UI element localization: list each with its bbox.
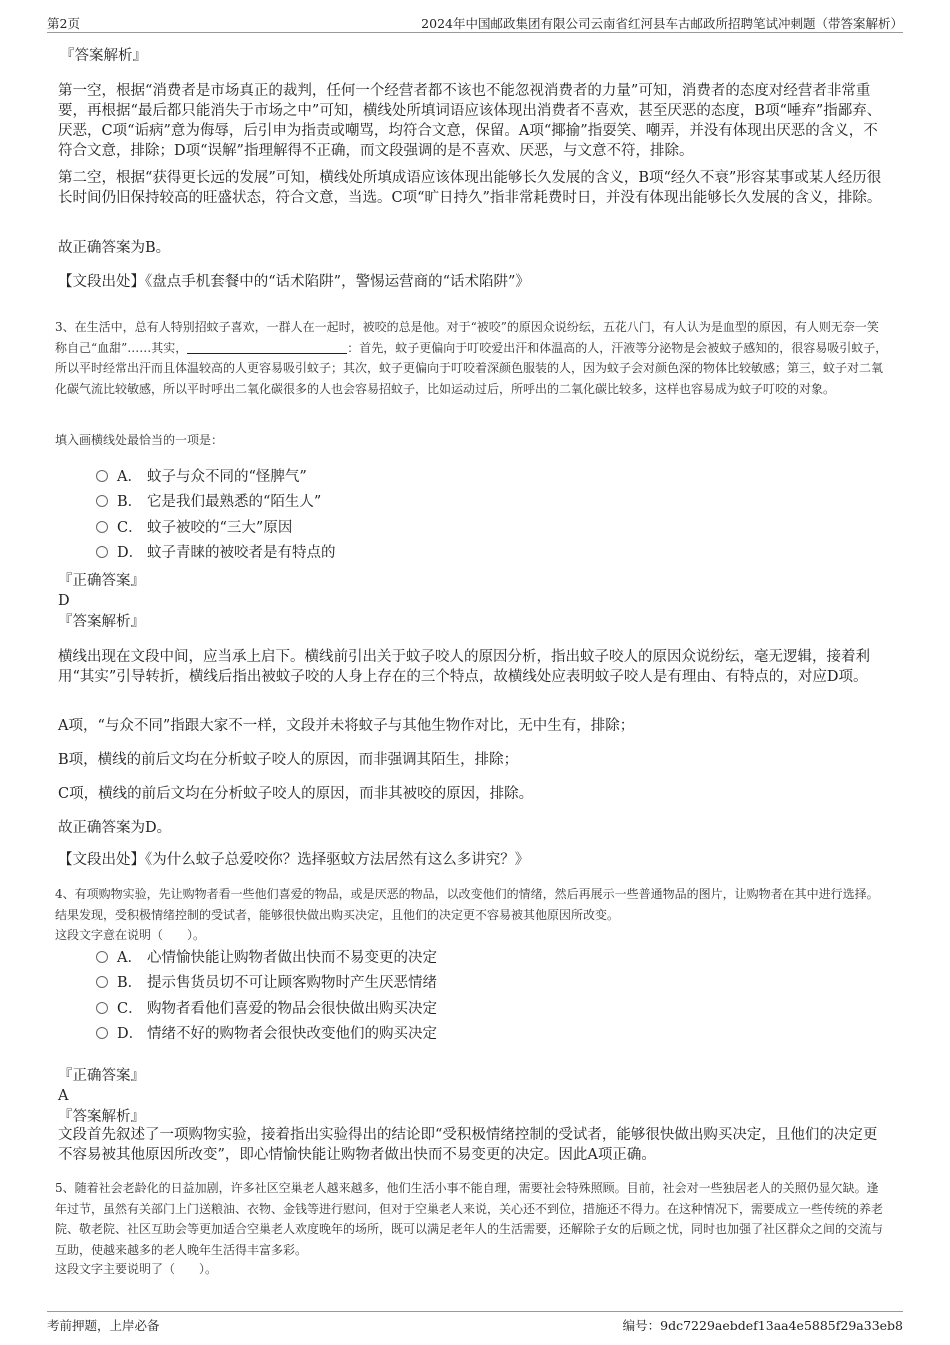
q3-option-c[interactable]: C． 蚊子被咬的“三大”原因 — [96, 518, 292, 538]
q3-analysis: 横线出现在文段中间，应当承上启下。横线前引出关于蚊子咬人的原因分析，指出蚊子咬人的原因众说纷纭，毫无逻辑，接着利用“其实”引导转折，横线后指出被蚊子咬的人身上存在的三个特点，故横线处应表明蚊子咬人是有理由、有特点的，对应D项。 — [58, 649, 870, 685]
radio-icon[interactable] — [96, 1002, 108, 1014]
q2-source: 【文段出处】《盘点手机套餐中的“话术陷阱”，警惕运营商的“话术陷阱”》 — [58, 274, 530, 290]
q4-question: 这段文字意在说明（ ）。 — [55, 928, 206, 942]
q3-analysis-label: 『答案解析』 — [58, 614, 145, 630]
q2-conclusion: 故正确答案为B。 — [58, 240, 171, 256]
document-id: 编号：9dc7229aebdef13aa4e5885f29a33eb8 — [622, 1318, 903, 1333]
q3-stem-a: 3、在生活中，总有人特别招蚊子喜欢，一群人在一起时，被咬的总是他。对于“被咬”的原因众说纷纭，五花八门，有人认为是血型的原因，有人则无奈一笑称自己“血甜”……其实， — [55, 320, 879, 355]
q4-option-c[interactable]: C． 购物者看他们喜爱的物品会很快做出购买决定 — [96, 999, 437, 1019]
q5-stem: 5、随着社会老龄化的日益加剧，许多社区空巢老人越来越多，他们生活小事不能自理，需要社会特殊照顾。目前，社会对一些独居老人的关照仍显欠缺。逢年过节，虽然有关部门上门送粮油、衣物、金钱等进行慰问，但对于空巢老人来说，关心还不到位，措施还不得力。在这种情况下，需要成立一些传统的养老院、敬老院、社区互助会等更加适合空巢老人欢度晚年的场所，既可以满足老年人的生活需要，还解除子女的后顾之忧，同时也加强了社区群众之间的交流与互助，使越来越多的老人晚年生活得丰富多彩。 — [55, 1181, 884, 1257]
document-title: 2024年中国邮政集团有限公司云南省红河县车古邮政所招聘笔试冲刺题（带答案解析） — [421, 16, 903, 31]
radio-icon[interactable] — [96, 546, 108, 558]
q3-note-a: A项，“与众不同”指跟大家不一样，文段并未将蚊子与其他生物作对比，无中生有，排除； — [58, 718, 635, 734]
header-divider — [47, 32, 903, 33]
q3-conclusion: 故正确答案为D。 — [58, 820, 172, 836]
q3-note-b: B项，横线的前后文均在分析蚊子咬人的原因，而非强调其陌生，排除； — [58, 752, 519, 768]
q3-option-a[interactable]: A． 蚊子与众不同的“怪脾气” — [96, 467, 307, 487]
q4-option-a[interactable]: A． 心情愉快能让购物者做出快而不易变更的决定 — [96, 948, 437, 968]
q3-blank — [187, 341, 347, 354]
q4-option-b[interactable]: B． 提示售货员切不可让顾客购物时产生厌恶情绪 — [96, 973, 437, 993]
q3-prompt: 填入画横线处最恰当的一项是： — [55, 433, 224, 447]
q3-option-d[interactable]: D． 蚊子青睐的被咬者是有特点的 — [96, 543, 336, 563]
q2-analysis-para2: 第二空，根据“获得更长远的发展”可知，横线处所填成语应该体现出能够长久发展的含义，B项“经久不衰”形容某事或某人经历很长时间仍旧保持较高的旺盛状态，符合文意，当选。C项“旷日持久”指非常耗费时日，并没有体现出能够长久发展的含义，排除。 — [58, 170, 882, 206]
q3-correct-label: 『正确答案』 — [58, 573, 145, 589]
radio-icon[interactable] — [96, 976, 108, 988]
footer-slogan: 考前押题，上岸必备 — [47, 1318, 160, 1333]
q4-analysis-label: 『答案解析』 — [58, 1109, 145, 1125]
q4-option-d[interactable]: D． 情绪不好的购物者会很快改变他们的购买决定 — [96, 1024, 437, 1044]
radio-icon[interactable] — [96, 951, 108, 963]
q3-answer: D — [58, 593, 70, 609]
q2-analysis-para1: 第一空，根据“消费者是市场真正的裁判，任何一个经营者都不该也不能忽视消费者的力量”可知，消费者的态度对经营者非常重要，再根据“最后都只能消失于市场之中”可知，横线处所填词语应该体现出消费者不喜欢，甚至厌恶的态度，B项“唾弃”指鄙弃、厌恶，C项“诟病”意为侮辱，后引申为指责或嘲骂，均符合文意，保留。A项“揶揄”指耍笑、嘲弄，并没有体现出厌恶的含义，不符合文意，排除；D项“误解”指理解得不正确，而文段强调的是不喜欢、厌恶，与文意不符，排除。 — [58, 83, 882, 159]
footer-divider — [47, 1311, 903, 1312]
q4-analysis: 文段首先叙述了一项购物实验，接着指出实验得出的结论即“受积极情绪控制的受试者，能够很快做出购买决定，且他们的决定更不容易被其他原因所改变”，即心情愉快能让购物者做出快而不易变更的决定。因此A项正确。 — [58, 1127, 878, 1163]
q2-analysis-label: 『答案解析』 — [60, 48, 147, 64]
q5-question: 这段文字主要说明了（ ）。 — [55, 1262, 218, 1276]
q3-source: 【文段出处】《为什么蚊子总爱咬你？选择驱蚊方法居然有这么多讲究？》 — [58, 852, 530, 868]
radio-icon[interactable] — [96, 1027, 108, 1039]
q3-option-b[interactable]: B． 它是我们最熟悉的“陌生人” — [96, 492, 321, 512]
q4-correct-label: 『正确答案』 — [58, 1068, 145, 1084]
radio-icon[interactable] — [96, 495, 108, 507]
q4-answer: A — [58, 1088, 69, 1104]
page-header — [47, 14, 903, 34]
radio-icon[interactable] — [96, 521, 108, 533]
q3-stem-b: ：首先，蚊子更偏向于叮咬爱出汗和体温高的人，汗液等分泌物是会被蚊子感知的，很容易吸引蚊子，所以平时经常出汗而且体温较高的人更容易吸引蚊子；其次，蚊子更偏向于叮咬着深颜色服装的人，因为蚊子会对颜色深的物体比较敏感；第三，蚊子对二氧化碳气流比较敏感，所以平时呼出二氧化碳很多的人也会容易招蚊子，比如运动过后，所呼出的二氧化碳比较多，这样也容易成为蚊子叮咬的对象。 — [55, 340, 888, 396]
q4-stem: 4、有项购物实验，先让购物者看一些他们喜爱的物品，或是厌恶的物品，以改变他们的情绪，然后再展示一些普通物品的图片，让购物者在其中进行选择。结果发现，受积极情绪控制的受试者，能够很快做出购买决定，且他们的决定更不容易被其他原因所改变。 — [55, 887, 879, 922]
q3-stem — [55, 317, 890, 399]
radio-icon[interactable] — [96, 470, 108, 482]
q3-note-c: C项，横线的前后文均在分析蚊子咬人的原因，而非其被咬的原因，排除。 — [58, 786, 534, 802]
page-number: 第2页 — [47, 16, 80, 31]
